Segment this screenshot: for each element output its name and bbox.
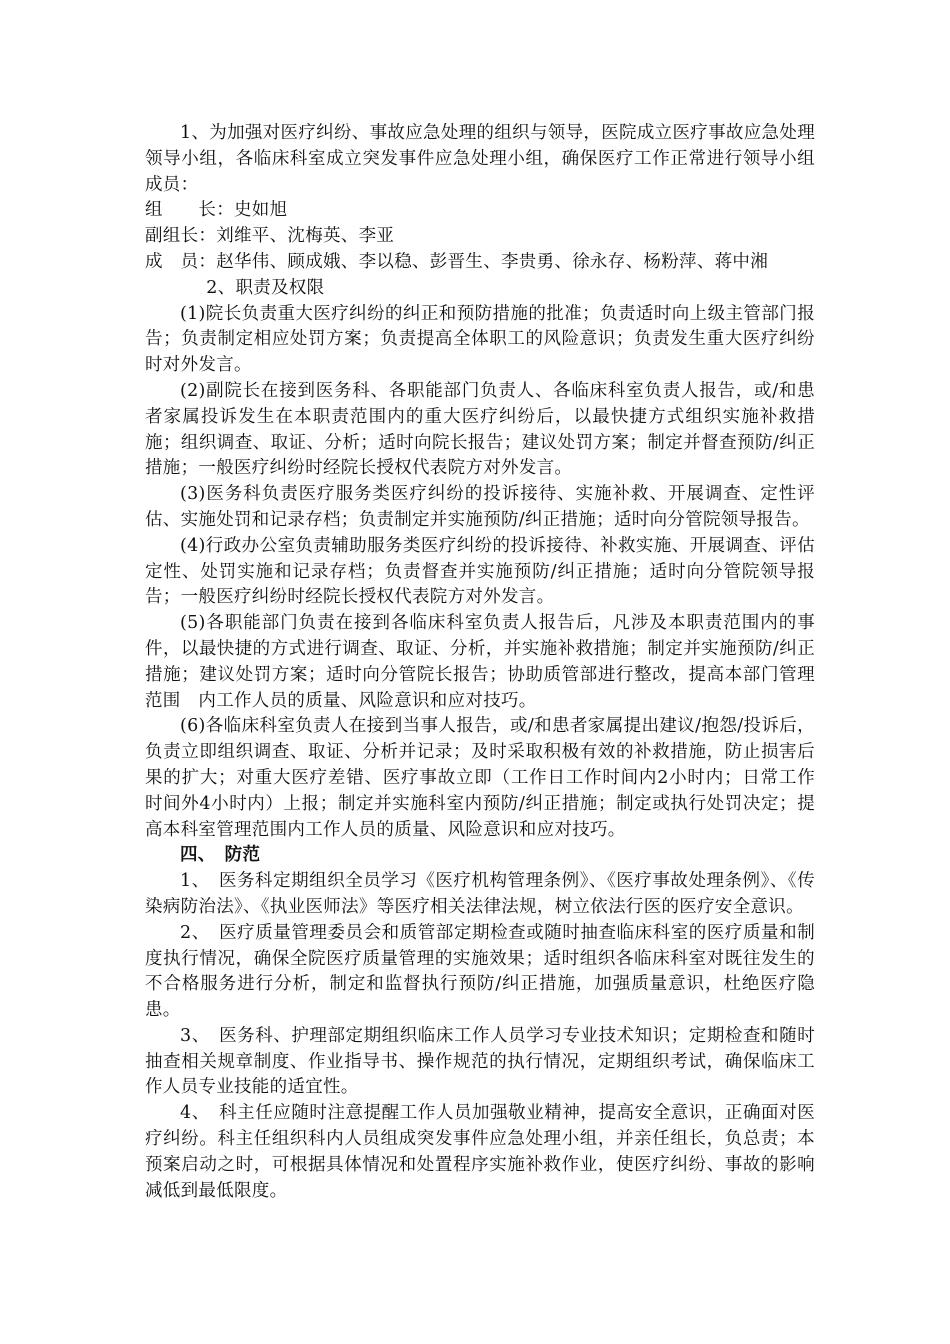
document-body — [145, 121, 815, 1204]
duty-paragraph-4: (4)行政办公室负责辅助服务类医疗纠纷的投诉接待、补救实施、开展调查、评估定性、处罚实施和记录存档；负责督查并实施预防/纠正措施；适时向分管院领导报告；一般医疗纠纷时经院长授权代表院方对外发言。 — [145, 535, 815, 608]
prevention-item-2: 2、 医疗质量管理委员会和质管部定期检查或随时抽查临床科室的医疗质量和制度执行情况，确保全院医疗质量管理的实施效果；适时组织各临床科室对既往发生的不合格服务进行分析，制定和监督执行预防/纠正措施，加强质量意识，杜绝医疗隐患。 — [145, 922, 815, 1021]
prevention-item-4: 4、 科主任应随时注意提醒工作人员加强敬业精神，提高安全意识，正确面对医疗纠纷。科主任组织科内人员组成突发事件应急处理小组，并亲任组长，负总责；本预案启动之时，可根据具体情况和处置程序实施补救作业，使医疗纠纷、事故的影响减低到最低限度。 — [145, 1103, 815, 1201]
deputy-leader-line: 副组长：刘维平、沈梅英、李亚 — [145, 226, 395, 247]
prevention-item-1: 1、 医务科定期组织全员学习《医疗机构管理条例》、《医疗事故处理条例》、《传染病防治法》、《执业医师法》等医疗相关法律法规，树立依法行医的医疗安全意识。 — [145, 871, 815, 917]
duty-paragraph-1: (1)院长负责重大医疗纠纷的纠正和预防措施的批准；负责适时向上级主管部门报告；负责制定相应处罚方案；负责提高全体职工的风险意识；负责发生重大医疗纠纷时对外发言。 — [145, 303, 815, 376]
duty-paragraph-6: (6)各临床科室负责人在接到当事人报告，或/和患者家属提出建议/抱怨/投诉后，负责立即组织调查、取证、分析并记录；及时采取积极有效的补救措施，防止损害后果的扩大；对重大医疗差错、医疗事故立即（工作日工作时间内2小时内；日常工作时间外4小时内）上报；制定并实施科室内预防/纠正措施；制定或执行处罚决定；提高本科室管理范围内工作人员的质量、风险意识和应对技巧。 — [145, 716, 815, 840]
leader-line: 组 长：史如旭 — [145, 200, 288, 221]
duty-paragraph-3: (3)医务科负责医疗服务类医疗纠纷的投诉接待、实施补救、开展调查、定性评估、实施处罚和记录存档；负责制定并实施预防/纠正措施；适时向分管院领导报告。 — [145, 484, 815, 530]
duty-paragraph-2: (2)副院长在接到医务科、各职能部门负责人、各临床科室负责人报告，或/和患者家属投诉发生在本职责范围内的重大医疗纠纷后，以最快捷方式组织实施补救措施；组织调查、取证、分析；适时向院长报告；建议处罚方案；制定并督查预防/纠正措施；一般医疗纠纷时经院长授权代表院方对外发言。 — [145, 380, 815, 479]
duty-paragraph-5: (5)各职能部门负责在接到各临床科室负责人报告后，凡涉及本职责范围内的事件，以最快捷的方式进行调查、取证、分析，并实施补救措施；制定并实施预防/纠正措施；建议处罚方案；适时向分管院长报告；协助质管部进行整改，提高本部门管理范围 内工作人员的质量、风险意识和应对技巧。 — [145, 613, 815, 711]
prevention-item-3: 3、 医务科、护理部定期组织临床工作人员学习专业技术知识；定期检查和随时抽查相关规章制度、作业指导书、操作规范的执行情况，定期组织考试，确保临床工作人员专业技能的适宜性。 — [145, 1025, 815, 1098]
members-line: 成 员：赵华伟、顾成娥、李以稳、彭晋生、李贵勇、徐永存、杨粉萍、蒋中湘 — [145, 251, 768, 272]
intro-paragraph: 1、为加强对医疗纠纷、事故应急处理的组织与领导，医院成立医疗事故应急处理领导小组，各临床科室成立突发事件应急处理小组，确保医疗工作正常进行领导小组成员： — [145, 123, 815, 195]
duties-title: 2、职责及权限 — [206, 277, 325, 298]
section-heading-prevention: 四、 防范 — [180, 845, 261, 866]
